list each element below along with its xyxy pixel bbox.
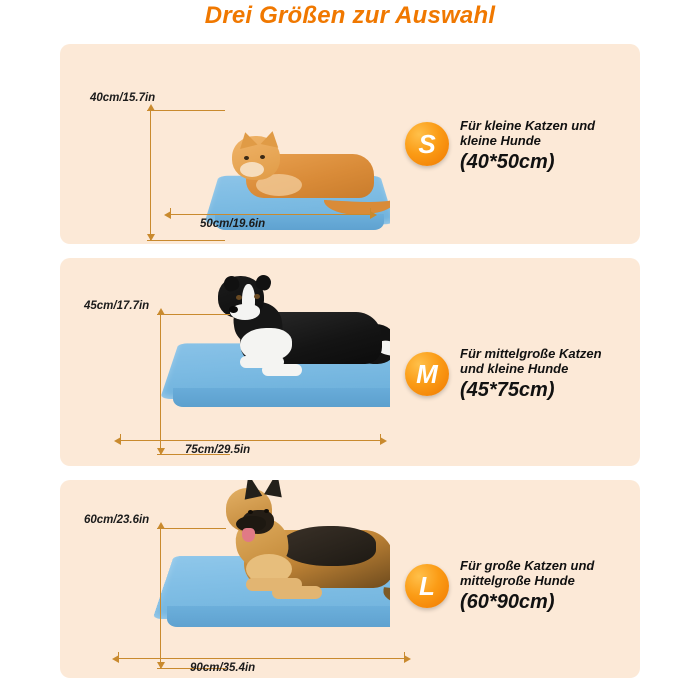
width-tick-right-small <box>370 208 371 215</box>
width-label-small: 50cm/19.6in <box>200 218 266 230</box>
width-tick-left-large <box>118 652 119 659</box>
desc-size-medium: (45*75cm) <box>460 379 555 401</box>
width-dimension-line-medium <box>120 440 380 441</box>
dog-eye-right <box>264 509 269 513</box>
size-panel-medium <box>60 258 640 466</box>
width-arrow-right-small <box>370 211 377 219</box>
dog-tongue <box>242 528 255 542</box>
width-label-medium: 75cm/29.5in <box>185 444 251 456</box>
dog-ear-right <box>264 480 286 497</box>
height-dimension-line-large <box>160 528 161 668</box>
dog-head <box>226 488 272 532</box>
cat-ear-left <box>236 130 257 149</box>
height-guide-bottom-small <box>150 240 225 241</box>
size-description-small <box>460 118 595 174</box>
cat-eye-left <box>244 156 249 160</box>
page-title: Drei Größen zur Auswahl <box>204 2 496 29</box>
dog-saddle-marking <box>280 526 376 566</box>
desc-line-2-large: mittelgroße Hunde <box>460 573 575 588</box>
cat-ear-right <box>261 129 282 147</box>
size-badge-medium: M <box>405 352 449 396</box>
width-dimension-line-large <box>118 658 404 659</box>
dog-ear-right <box>254 273 273 292</box>
dog-ear-left <box>222 274 241 293</box>
dog-nose <box>229 306 238 313</box>
height-guide-top-large <box>160 528 226 529</box>
dog-eye-left <box>236 295 242 300</box>
height-label-small: 40cm/15.7in <box>90 92 156 104</box>
dog-eye-left <box>248 510 253 514</box>
size-panel-small <box>60 44 640 244</box>
width-tick-left-small <box>170 208 171 215</box>
height-label-large: 60cm/23.6in <box>84 514 150 526</box>
desc-line-1-medium: Für mittelgroße Katzen <box>460 346 602 361</box>
cat-eye-right <box>260 155 265 159</box>
height-dimension-line-medium <box>160 314 161 454</box>
size-description-medium <box>460 346 602 402</box>
width-label-large: 90cm/35.4in <box>190 662 256 674</box>
dog-paw-rear <box>262 364 302 376</box>
size-badge-small: S <box>405 122 449 166</box>
width-tick-right-large <box>404 652 405 659</box>
desc-line-1-large: Für große Katzen und <box>460 558 595 573</box>
dog-ear-left <box>240 480 263 500</box>
cat-muzzle <box>240 162 264 177</box>
width-dimension-line-small <box>170 214 370 215</box>
german-shepherd-illustration <box>210 482 390 610</box>
border-collie-illustration <box>210 272 390 384</box>
size-badge-large: L <box>405 564 449 608</box>
cat-head <box>232 136 280 180</box>
product-photo-medium <box>60 258 390 466</box>
size-panel-large <box>60 480 640 678</box>
size-description-large <box>460 558 594 614</box>
width-tick-right-medium <box>380 434 381 441</box>
desc-size-large: (60*90cm) <box>460 591 555 613</box>
height-guide-top-small <box>150 110 225 111</box>
height-dimension-line-small <box>150 110 151 240</box>
desc-line-2-medium: und kleine Hunde <box>460 361 569 376</box>
dog-eye-right <box>254 294 260 299</box>
width-tick-left-medium <box>120 434 121 441</box>
width-arrow-right-medium <box>380 437 387 445</box>
desc-line-1-small: Für kleine Katzen und <box>460 118 596 133</box>
dog-paw-rear <box>272 586 322 599</box>
mat-side-edge <box>173 388 390 407</box>
width-arrow-right-large <box>404 655 411 663</box>
height-guide-top-medium <box>160 314 230 315</box>
height-label-medium: 45cm/17.7in <box>84 300 150 312</box>
dog-head <box>218 276 264 318</box>
cat-illustration <box>228 130 388 208</box>
desc-line-2-small: kleine Hunde <box>460 133 541 148</box>
desc-size-small: (40*50cm) <box>460 151 555 173</box>
product-photo-large <box>60 480 390 678</box>
